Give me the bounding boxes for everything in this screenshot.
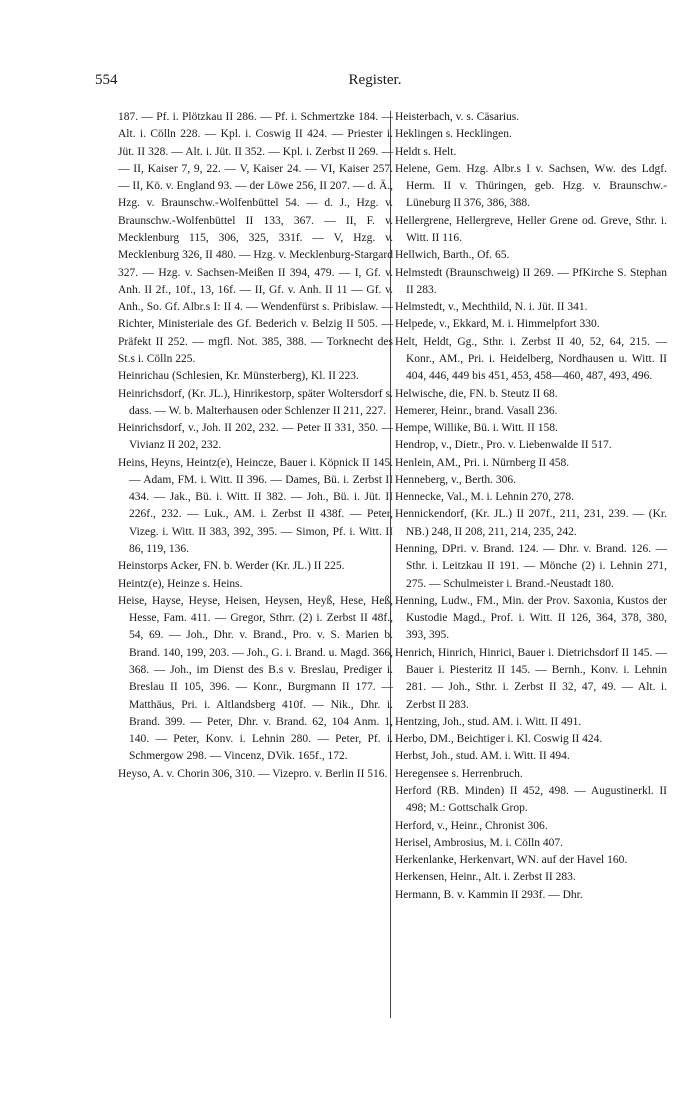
index-entry: Herkensen, Heinr., Alt. i. Zerbst II 283. bbox=[395, 871, 576, 884]
index-entry: Hellwich, Barth., Of. 65. bbox=[395, 249, 510, 262]
running-title: Register. bbox=[348, 72, 402, 88]
index-entry: Heregensee s. Herrenbruch. bbox=[395, 767, 523, 780]
index-entry: Heise, Hayse, Heyse, Heisen, Heysen, Heyß, Hese, Heß, Hesse, Fam. 411. — Gregor, Sthrr. (2) i. Zerbst II 48f., 54, 69. — Joh., Dhr. v. Brand., Pro. v. S. Marien b. Brand. 140, 199, 203. — Joh., G. i. Brand. u. Magd. 366, 368. — Joh., im Dienst des B.s v. Breslau, Prediger i. Breslau II 105, 396. — Konr., Burgmann II 177. — Matthäus, Pri. i. Altlandsberg 410f. — Nik., Dhr. i. Brand. 399. — Peter, Dhr. v. Brand. 62, 104 Anm. 1, 140. — Peter, Konv. i. Lehnin 280. — Peter, Pf. i. Schmergow 298. — Vincenz, DVik. 165f., 172. bbox=[118, 594, 393, 763]
index-entry: Herisel, Ambrosius, M. i. Cölln 407. bbox=[395, 836, 564, 849]
index-entry: Hennickendorf, (Kr. JL.) II 207f., 211, 231, 239. — (Kr. NB.) 248, II 208, 211, 214, 235, 242. bbox=[395, 508, 667, 538]
index-entry: Helmstedt, v., Mechthild, N. i. Jüt. II 341. bbox=[395, 301, 588, 314]
index-entry: Heyso, A. v. Chorin 306, 310. — Vizepro. v. Berlin II 516. bbox=[118, 767, 388, 780]
index-entry: Helwische, die, FN. b. Steutz II 68. bbox=[395, 387, 558, 400]
index-entry: Henlein, AM., Pri. i. Nürnberg II 458. bbox=[395, 456, 570, 469]
index-entry: Herbst, Joh., stud. AM. i. Witt. II 494. bbox=[395, 750, 570, 763]
index-entry: Hellergrene, Hellergreve, Heller Grene od. Greve, Sthr. i. Witt. II 116. bbox=[395, 214, 667, 244]
index-entry: Hendrop, v., Dietr., Pro. v. Liebenwalde II 517. bbox=[395, 439, 612, 452]
index-entry: Helt, Heldt, Gg., Sthr. i. Zerbst II 40, 52, 64, 215. — Konr., AM., Pri. i. Heidelberg, Nordhausen u. Witt. II 404, 446, 449 bis 451, 453, 458—460, 487, 493, 496. bbox=[395, 335, 667, 383]
index-entry: Henneberg, v., Berth. 306. bbox=[395, 473, 517, 486]
index-entry: Hempe, Willike, Bü. i. Witt. II 158. bbox=[395, 422, 558, 435]
right-column bbox=[395, 109, 667, 904]
index-entry: Heklingen s. Hecklingen. bbox=[395, 128, 512, 141]
page-header bbox=[95, 72, 655, 96]
index-entry: Helmstedt (Braunschweig) II 269. — PfKirche S. Stephan II 283. bbox=[395, 266, 667, 296]
index-entry: Heins, Heyns, Heintz(e), Heincze, Bauer i. Köpnick II 145. — Adam, FM. i. Witt. II 396. — Dames, Bü. i. Zerbst II 434. — Jak., Bü. i. Witt. II 382. — Joh., Bü. i. Jüt. II 226f., 232. — Luk., AM. i. Zerbst II 438f. — Peter, Vizeg. i. Witt. II 383, 392, 395. — Simon, Pf. i. Witt. II 86, 119, 136. bbox=[118, 456, 393, 556]
index-entry: Heisterbach, v. s. Cäsarius. bbox=[395, 111, 520, 123]
index-entry: Hennecke, Val., M. i. Lehnin 270, 278. bbox=[395, 491, 574, 504]
index-entry: Henning, DPri. v. Brand. 124. — Dhr. v. Brand. 126. — Sthr. i. Leitzkau II 191. — Mönche (2) i. Lehnin 271, 275. — Schulmeister i. Brand.-Neustadt 180. bbox=[395, 543, 667, 590]
index-entry: Henrich, Hinrich, Hinrici, Bauer i. Dietrichsdorf II 145. — Bauer i. Piesteritz II 145. — Bernh., Konv. i. Lehnin 281. — Joh., Sthr. i. Zerbst II 32, 47, 49. — Alt. i. Zerbst II 283. bbox=[395, 646, 667, 711]
page-number: 554 bbox=[95, 72, 118, 88]
index-entry: Heldt s. Helt. bbox=[395, 145, 457, 158]
index-entry: Heinstorps Acker, FN. b. Werder (Kr. JL.) II 225. bbox=[118, 560, 345, 573]
index-entry: Herkenlanke, Herkenvart, WN. auf der Havel 160. bbox=[395, 854, 628, 867]
index-entry: Helene, Gem. Hzg. Albr.s I v. Sachsen, Ww. des Ldgf. Herm. II v. Thüringen, geb. Hzg. v. Braunschw.-Lüneburg II 376, 386, 388. bbox=[395, 162, 667, 210]
index-entry: Herbo, DM., Beichtiger i. Kl. Coswig II 424. bbox=[395, 733, 603, 746]
index-entry: Hermann, B. v. Kammin II 293f. — Dhr. bbox=[395, 888, 583, 901]
index-entry: Herford, v., Heinr., Chronist 306. bbox=[395, 819, 548, 832]
index-entry: Hemerer, Heinr., brand. Vasall 236. bbox=[395, 404, 558, 417]
index-entry: Helpede, v., Ekkard, M. i. Himmelpfort 330. bbox=[395, 318, 600, 331]
index-entry: Heintz(e), Heinze s. Heins. bbox=[118, 577, 243, 590]
index-entry: Heinrichsdorf, v., Joh. II 202, 232. — Peter II 331, 350. — Vivianz II 202, 232. bbox=[118, 422, 393, 452]
index-entry: 187. — Pf. i. Plötzkau II 286. — Pf. i. Schmertzke 184. — Alt. i. Cölln 228. — Kpl. i. Coswig II 424. — Priester i. Jüt. II 328. — Alt. i. Jüt. II 352. — Kpl. i. Zerbst II 269. — — II, Kaiser 7, 9, 22. — V, Kaiser 24. — VI, Kaiser 257. — II, Kö. v. England 93. — der Löwe 256, II 207. — d. Ä., Hzg. v. Braunschw.-Wolfenbüttel 54. — d. J., Hzg. v. Braunschw.-Wolfenbüttel II 133, 367. — II, F. v. Mecklenburg 115, 306, 325, 331f. — V, Hzg. v. Mecklenburg 326, II 480. — Hzg. v. Mecklenburg-Stargard 327. — Hzg. v. Sachsen-Meißen II 394, 479. — I, Gf. v. Anh. II 2f., 10f., 13, 16f. — II, Gf. v. Anh. II 11 — Gf. v. Anh., So. Gf. Albr.s I: II 4. — Wendenfürst s. Pribislaw. — Richter, Ministeriale des Gf. Bederich v. Belzig II 505. — Präfekt II 252. — mgfl. Not. 385, 388. — Torknecht des St.s i. Cölln 225. bbox=[118, 111, 393, 365]
left-column bbox=[118, 109, 393, 783]
index-entry: Henning, Ludw., FM., Min. der Prov. Saxonia, Kustos der Kustodie Magd., Prof. i. Witt. II 126, 364, 378, 380, 393, 395. bbox=[395, 594, 667, 642]
index-entry: Heinrichsdorf, (Kr. JL.), Hinrikestorp, später Woltersdorf s. dass. — W. b. Malterhausen oder Schlenzer II 211, 227. bbox=[118, 387, 393, 417]
index-entry: Heinrichau (Schlesien, Kr. Münsterberg), Kl. II 223. bbox=[118, 370, 359, 383]
index-entry: Hentzing, Joh., stud. AM. i. Witt. II 491. bbox=[395, 715, 582, 728]
index-entry: Herford (RB. Minden) II 452, 498. — Augustinerkl. II 498; M.: Gottschalk Grop. bbox=[395, 784, 667, 815]
column-divider bbox=[390, 111, 391, 1018]
